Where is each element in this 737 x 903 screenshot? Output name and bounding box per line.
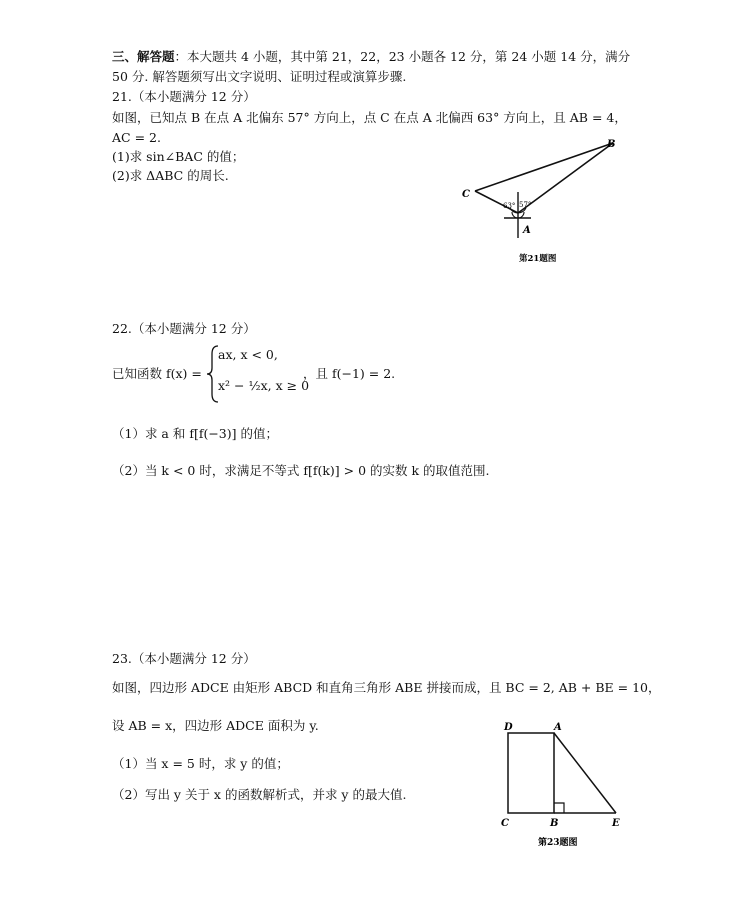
label-a: A	[523, 225, 531, 236]
q22-number: 22.（本小题满分 12 分）	[112, 321, 256, 336]
q23-figure	[495, 718, 630, 853]
q21-number: 21.（本小题满分 12 分）	[112, 89, 256, 104]
segment-ab	[518, 143, 613, 213]
section-intro-line1: ：本大题共 4 小题，其中第 21，22，23 小题各 12 分，第 24 小题 14 分，满分	[174, 49, 631, 64]
q23-part2: （2）写出 y 关于 x 的函数解析式，并求 y 的最大值.	[112, 787, 407, 802]
label-d: D	[504, 722, 513, 733]
rectangle-abcd	[508, 733, 554, 813]
segment-cb	[475, 143, 613, 191]
q23-number: 23.（本小题满分 12 分）	[112, 651, 256, 666]
section-intro	[112, 49, 630, 65]
q21-part1: (1)求 sin∠BAC 的值；	[112, 149, 245, 164]
section-intro-line2: 50 分. 解答题须写出文字说明、证明过程或演算步骤.	[112, 69, 407, 84]
q22-prefix: 已知函数 f(x) =	[112, 366, 202, 381]
label-c: C	[501, 818, 509, 829]
label-b: B	[550, 818, 559, 829]
q21-figure-caption: 第21题图	[519, 254, 557, 264]
q22-part2: （2）当 k < 0 时，求满足不等式 f[f(k)] > 0 的实数 k 的取值范围.	[112, 463, 490, 478]
label-a: A	[554, 722, 562, 733]
q21-line2: AC = 2.	[112, 130, 161, 145]
q23-figure-caption: 第23题图	[538, 838, 578, 848]
label-e: E	[612, 818, 620, 829]
q23-part1: （1）当 x = 5 时，求 y 的值；	[112, 756, 289, 771]
q21-line1: 如图，已知点 B 在点 A 北偏东 57° 方向上，点 C 在点 A 北偏西 63° 方向上，且 AB = 4，	[112, 110, 627, 125]
label-b: B	[607, 139, 616, 150]
angle-label-57: 57°	[519, 201, 532, 209]
q22-part1: （1）求 a 和 f[f(−3)] 的值；	[112, 426, 278, 441]
q21-part2: (2)求 ΔABC 的周长.	[112, 168, 229, 183]
q21-figure	[455, 134, 630, 264]
right-angle-mark	[554, 803, 564, 813]
q22-suffix: ，且 f(−1) = 2.	[303, 366, 396, 381]
q22-case2: x² − ½x, x ≥ 0	[218, 378, 310, 393]
angle-label-63: 63°	[503, 202, 516, 210]
label-c: C	[462, 189, 470, 200]
q23-line2: 设 AB = x，四边形 ADCE 面积为 y.	[112, 718, 319, 733]
q22-case1: ax, x < 0,	[218, 347, 278, 362]
segment-ae	[554, 733, 616, 813]
section-heading: 三、解答题	[112, 49, 175, 64]
q23-line1: 如图，四边形 ADCE 由矩形 ABCD 和直角三角形 ABE 拼接而成，且 BC = 2, AB + BE = 10，	[112, 680, 661, 695]
